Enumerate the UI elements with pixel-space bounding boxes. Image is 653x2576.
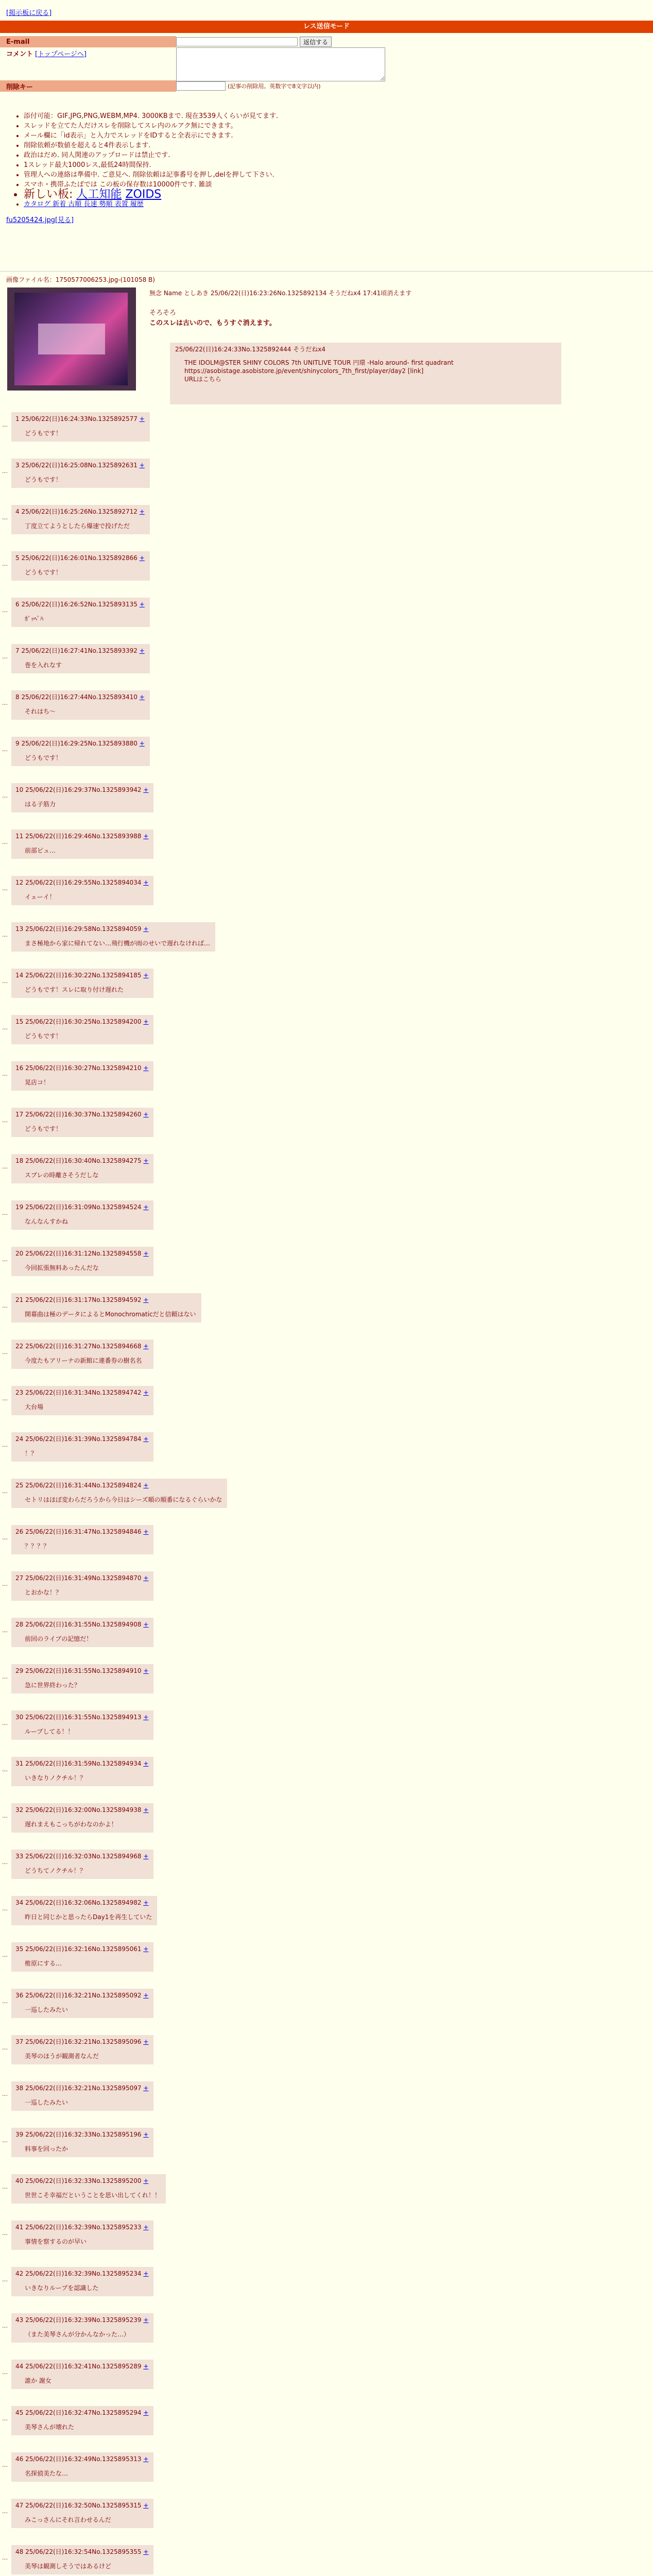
reply-meta: 17 25/06/22(日)16:30:37No.1325894260 + (15, 1111, 149, 1118)
reply-plus-link[interactable]: + (143, 879, 149, 886)
reply-post (11, 1942, 153, 1972)
reply-plus-link[interactable]: + (143, 1528, 149, 1535)
reply-plus-link[interactable]: + (143, 2316, 149, 2324)
reply-body: 美琴のほうが観測者なんだ (25, 2053, 99, 2060)
reply-meta: 34 25/06/22(日)16:32:06No.1325894982 + (15, 1899, 149, 1906)
reply-body: それはち～ (25, 708, 56, 715)
reply-post (11, 2035, 153, 2064)
reply-marker: … (2, 1766, 8, 1773)
reply-plus-link[interactable]: + (143, 2502, 149, 2509)
reply-post (11, 1571, 153, 1601)
reply-meta: 44 25/06/22(日)16:32:41No.1325895289 + (15, 2363, 149, 2370)
reply-body: 開幕曲は極のデータによるとMonochromaticだと信頼はない (25, 1311, 196, 1318)
reply-marker: … (2, 1117, 8, 1124)
reply-marker: … (2, 2230, 8, 2236)
reply-post (11, 2452, 153, 2482)
reply-meta: 1 25/06/22(日)16:24:33No.1325892577 + (15, 415, 145, 422)
reply-meta: 24 25/06/22(日)16:31:39No.1325894784 + (15, 1435, 149, 1443)
reply-body: どうもです！ (25, 569, 62, 576)
reply-meta: 27 25/06/22(日)16:31:49No.1325894870 + (15, 1574, 149, 1582)
reply-marker: … (2, 653, 8, 660)
reply-body: 一巡したみたい (25, 2099, 68, 2106)
reply-plus-link[interactable]: + (143, 1760, 149, 1767)
reply-plus-link[interactable]: + (143, 925, 149, 933)
reply-marker: … (2, 978, 8, 985)
reply-post (11, 2221, 153, 2250)
reply-body: ！？ (25, 1450, 38, 1457)
reply-post (11, 1664, 153, 1693)
op-header: 無念 Name としあき 25/06/22(日)16:23:26No.1325892134 そうだねx4 17:41頃消えます (149, 290, 412, 297)
reply-plus-link[interactable]: + (143, 1482, 149, 1489)
reply-plus-link[interactable]: + (143, 833, 149, 840)
reply-body: どうちてノクチル！？ (25, 1867, 86, 1874)
reply-body: 今度たもアリーナの新館に連番券の樹名名 (25, 1357, 142, 1364)
reply-marker: … (2, 2276, 8, 2283)
reply-plus-link[interactable]: + (143, 1064, 149, 1072)
reply-meta: 20 25/06/22(日)16:31:12No.1325894558 + (15, 1250, 149, 1257)
reply-meta: 38 25/06/22(日)16:32:21No.1325895097 + (15, 2084, 149, 2092)
reply-marker: … (2, 2554, 8, 2561)
reply-meta: 15 25/06/22(日)16:30:25No.1325894200 + (15, 1018, 149, 1025)
reply-marker: … (2, 1071, 8, 1077)
reply-post (11, 2267, 153, 2296)
reply-body: 世世こそ幸福だということを思い出してくれ！！ (25, 2192, 161, 2199)
reply-body: いきなりノクチル！？ (25, 1774, 87, 1782)
reply-body: 急に世界終わった？ (25, 1682, 80, 1689)
reply-marker: … (2, 1395, 8, 1402)
reply-meta: 46 25/06/22(日)16:32:49No.1325895313 + (15, 2455, 149, 2463)
reply-post (11, 1247, 153, 1276)
new-board-row: • 新しい板: 人工知能 ZOIDS (24, 190, 278, 199)
reply-marker: … (2, 1210, 8, 1216)
comment-label: コメント (6, 50, 33, 58)
post-form (0, 36, 653, 92)
reply-body: ループしてる！！ (25, 1728, 74, 1735)
reply-marker: … (2, 1812, 8, 1819)
reply-meta: 23 25/06/22(日)16:31:34No.1325894742 + (15, 1389, 149, 1396)
reply-meta: 14 25/06/22(日)16:30:22No.1325894185 + (15, 972, 149, 979)
mode-bar: レス送信モード (0, 21, 653, 33)
reply-post (11, 1896, 157, 1925)
reply-body: 大台場 (25, 1403, 44, 1411)
rule-item: • 政治はだめ. 同人関連のアップロードは禁止です. (24, 150, 278, 160)
reply-marker: … (2, 1952, 8, 1958)
reply-post (11, 551, 150, 581)
reply-post (11, 2499, 153, 2528)
reply-marker: … (2, 561, 8, 567)
reply-post (11, 2360, 153, 2389)
reply-marker: … (2, 1024, 8, 1031)
reply-body: 料事を回ったか (25, 2145, 68, 2153)
reply-marker: … (2, 2462, 8, 2468)
reply-meta: 22 25/06/22(日)16:31:27No.1325894668 + (15, 1343, 149, 1350)
rule-item: • 添付可能：GIF,JPG,PNG,WEBM,MP4. 3000KBまで. 現在3539人くらいが見てます. (24, 111, 278, 121)
reply-post (11, 2174, 166, 2204)
reply-marker: … (2, 607, 8, 614)
reply-plus-link[interactable]: + (139, 647, 145, 654)
reply-post (11, 1989, 153, 2018)
reply-post (11, 2081, 153, 2111)
image-file-info[interactable]: 画像ファイル名：1750577006253.jpg-(101058 B) (6, 276, 155, 283)
op-body: そろそろ このスレは古いので、もうすぐ消えます。 (149, 309, 276, 327)
reply-plus-link[interactable]: + (139, 693, 145, 701)
rule-item: • 削除依頼が数値を超えると4件表示します. (24, 141, 278, 150)
reply-plus-link[interactable]: + (139, 554, 145, 562)
reply-body: 一巡したみたい (25, 2006, 68, 2013)
reply-post (11, 737, 150, 766)
reply-body: いきなりループを認識した (25, 2284, 99, 2292)
reply-plus-link[interactable]: + (143, 1992, 149, 1999)
reply-post (11, 1015, 153, 1044)
reply-plus-link[interactable]: + (143, 2409, 149, 2416)
delete-key-label: 削除キー (0, 80, 176, 92)
reply-post (11, 876, 153, 905)
reply-marker: … (2, 839, 8, 845)
reply-marker: … (2, 885, 8, 892)
reply-post (11, 1061, 153, 1091)
reply-post (11, 1108, 153, 1137)
reply-post (11, 2313, 153, 2343)
reply-plus-link[interactable]: + (143, 2177, 149, 2184)
reply-body: 遅れまえもこっちがわなのかよ！ (25, 1821, 117, 1828)
reply-marker: … (2, 1534, 8, 1541)
reply-post (11, 1618, 153, 1647)
reply-post (11, 2128, 153, 2157)
reply-body: まさ極地から家に帰れてない…飛行機が雨のせいで遅れなければ… (25, 940, 211, 947)
reply-meta: 26 25/06/22(日)16:31:47No.1325894846 + (15, 1528, 149, 1535)
reply-post (11, 829, 153, 859)
thread (6, 275, 645, 284)
reply-body: 今回拡張無料あったんだな (25, 1264, 99, 1272)
reply-meta: 9 25/06/22(日)16:29:25No.1325893880 + (15, 740, 145, 747)
reply-meta: 12 25/06/22(日)16:29:55No.1325894034 + (15, 879, 149, 886)
reply-body: 前回のライブの記憶だ！ (25, 1635, 93, 1642)
reply-body: 巻を入れなす (25, 662, 62, 669)
reply-plus-link[interactable]: + (143, 1806, 149, 1814)
reply-body: スプレの時離さそうだしな (25, 1172, 99, 1179)
reply-marker: … (2, 514, 8, 521)
reply-post (11, 1850, 153, 1879)
reply-post (11, 1525, 153, 1554)
reply-plus-link[interactable]: + (139, 415, 145, 422)
reply-post (11, 505, 150, 534)
send-button[interactable]: 返信する (300, 37, 332, 47)
reply-marker: … (2, 2369, 8, 2376)
reply-body: どうもです！ (25, 476, 62, 483)
reply-meta: 39 25/06/22(日)16:32:33No.1325895196 + (15, 2131, 149, 2138)
rule-item: • 1スレッド最大1000レス,最低24時間保持. (24, 160, 278, 170)
top-page-link[interactable]: [トップページへ] (35, 50, 87, 58)
reply-post (11, 2545, 153, 2574)
reply-body: 誰か 謝女 (25, 2377, 51, 2384)
reply-plus-link[interactable]: + (143, 1667, 149, 1674)
reply-meta: 6 25/06/22(日)16:26:52No.1325893135 + (15, 601, 145, 608)
reply-marker: … (2, 1859, 8, 1866)
reply-body: 丁度立てようとしたら爆速で投げただ (25, 522, 130, 530)
reply-meta: 35 25/06/22(日)16:32:16No.1325895061 + (15, 1945, 149, 1953)
reply-post (11, 1200, 153, 1230)
reply-body: ？？？？ (25, 1543, 50, 1550)
reply-post (11, 1340, 153, 1369)
reply-meta: 4 25/06/22(日)16:25:26No.1325892712 + (15, 508, 145, 515)
reply-post (11, 459, 150, 488)
reply-meta: 11 25/06/22(日)16:29:46No.1325893988 + (15, 833, 149, 840)
reply-plus-link[interactable]: + (143, 2084, 149, 2092)
reply-plus-link[interactable]: + (143, 1204, 149, 1211)
reply-marker: … (2, 1581, 8, 1587)
new-board-link-ai[interactable]: 人工知能 (76, 188, 122, 201)
reply-marker: … (2, 1673, 8, 1680)
reply-plus-link[interactable]: + (143, 1621, 149, 1628)
reply-meta: 48 25/06/22(日)16:32:54No.1325895355 + (15, 2548, 149, 2555)
reply-post (11, 1386, 153, 1415)
reply-body: はる子筋力 (25, 801, 56, 808)
reply-post (11, 1803, 153, 1833)
reply-meta: 33 25/06/22(日)16:32:03No.1325894968 + (15, 1853, 149, 1860)
reply-body: 前部ピュ… (25, 847, 56, 854)
reply-marker: … (2, 700, 8, 706)
reply-body: どうもです！ (25, 430, 62, 437)
reply-plus-link[interactable]: + (143, 2038, 149, 2045)
reply-plus-link[interactable]: + (139, 601, 145, 608)
reply-meta: 36 25/06/22(日)16:32:21No.1325895092 + (15, 1992, 149, 1999)
reply-post (11, 1710, 153, 1740)
reply-marker: … (2, 1349, 8, 1355)
reply-plus-link[interactable]: + (143, 2548, 149, 2555)
reply-plus-link[interactable]: + (143, 1853, 149, 1860)
reply-meta: 21 25/06/22(日)16:31:17No.1325894592 + (15, 1296, 149, 1303)
reply-marker: … (2, 2137, 8, 2144)
op-image-thumbnail[interactable] (7, 287, 136, 391)
rule-item: • スマホ・携帯ふたばでは この板の保存数は10000件です. 雑談 (24, 180, 278, 190)
reply-marker: … (2, 931, 8, 938)
reply-plus-link[interactable]: + (143, 1296, 149, 1303)
reply-plus-link[interactable]: + (143, 1899, 149, 1906)
reply-plus-link[interactable]: + (143, 1574, 149, 1582)
reply-meta: 19 25/06/22(日)16:31:09No.1325894524 + (15, 1204, 149, 1211)
reply-meta: 42 25/06/22(日)16:32:39No.1325895234 + (15, 2270, 149, 2277)
reply-plus-link[interactable]: + (143, 2363, 149, 2370)
reply-body: どうもです！ (25, 754, 62, 761)
reply-meta: 5 25/06/22(日)16:26:01No.1325892866 + (15, 554, 145, 562)
reply-meta: 8 25/06/22(日)16:27:44No.1325893410 + (15, 693, 145, 701)
reply-marker: … (2, 1488, 8, 1495)
reply-post (11, 1479, 227, 1508)
reply-marker: … (2, 2044, 8, 2051)
reply-body: とおかな！？ (25, 1589, 62, 1596)
back-link[interactable]: [掲示板に戻る] (6, 9, 52, 17)
reply-body: 椎原にする… (25, 1960, 62, 1967)
email-label: E-mail (0, 36, 176, 47)
reply-body: セトリはほぼ変わらだろうから今日はシーズ順の順番になるぐらいかな (25, 1496, 222, 1503)
reply-plus-link[interactable]: + (143, 2270, 149, 2277)
rule-item: • メール欄に「id表示」と入力でスレッドをIDすると全表示にできます. (24, 131, 278, 141)
reply-body: 昨日と同じかと思ったらDay1を再生していた (25, 1913, 152, 1921)
reply-meta: 32 25/06/22(日)16:32:00No.1325894938 + (15, 1806, 149, 1814)
reply-plus-link[interactable]: + (143, 1714, 149, 1721)
reply-meta: 3 25/06/22(日)16:25:08No.1325892631 + (15, 462, 145, 469)
reply-marker: … (2, 1256, 8, 1263)
reply-post (11, 1757, 153, 1786)
reply-marker: … (2, 1720, 8, 1726)
reply-body: イェーイ！ (25, 893, 56, 901)
reply-plus-link[interactable]: + (143, 1018, 149, 1025)
reply-meta: 43 25/06/22(日)16:32:39No.1325895239 + (15, 2316, 149, 2324)
reply-post (11, 2406, 153, 2435)
reply-post (11, 690, 150, 720)
reply-meta: 41 25/06/22(日)16:32:39No.1325895233 + (15, 2224, 149, 2231)
reply-marker: … (2, 1998, 8, 2005)
reply-marker: … (2, 1627, 8, 1634)
reply-meta: 10 25/06/22(日)16:29:37No.1325893942 + (15, 786, 149, 793)
reply-meta: 31 25/06/22(日)16:31:59No.1325894934 + (15, 1760, 149, 1767)
reply-body: ｶﾞｯﾍﾟﾊ (25, 615, 44, 622)
delete-key-field[interactable] (176, 81, 226, 91)
catalog-links[interactable]: • カタログ 新着 古順 長速 勢順 表置 履歴 (24, 199, 278, 209)
reply-body: 晃店コ！ (25, 1079, 50, 1086)
reply-marker: … (2, 2183, 8, 2190)
reply-body: みこっさんにそれ言わせるんだ (25, 2516, 111, 2523)
reply-plus-link[interactable]: + (143, 2455, 149, 2463)
reply-body: （また美琴さんが分かんなかった…） (25, 2331, 130, 2338)
reply-post (11, 1293, 201, 1323)
delete-key-note: (記事の削除用。英数字で8文字以内) (228, 83, 321, 90)
reply-body: どうもです！スレに取り付け遅れた (25, 986, 124, 993)
reply-marker: … (2, 2091, 8, 2097)
email-field[interactable] (176, 37, 298, 46)
reply-post (11, 598, 150, 627)
new-board-link-zoids[interactable]: ZOIDS (125, 188, 162, 201)
reply-plus-link[interactable]: + (143, 1343, 149, 1350)
reply-post (11, 783, 153, 812)
reply-marker: … (2, 1163, 8, 1170)
reply-plus-link[interactable]: + (143, 786, 149, 793)
reply-marker: … (2, 1905, 8, 1912)
reply-marker: … (2, 2508, 8, 2515)
reply-post (11, 1154, 153, 1183)
reply-meta: 18 25/06/22(日)16:30:40No.1325894275 + (15, 1157, 149, 1164)
reply-post (11, 969, 153, 998)
reply-plus-link[interactable]: + (143, 1111, 149, 1118)
op-first-reply: 25/06/22(日)16:24:33No.1325892444 そうだねx4 THE IDOLM@STER SHINY COLORS 7th UNITLIVE TOUR 円環 -Halo around- first quadrant https://asobistage.asobistore.jp/event/shinycolors_7th_first/player/day2 [link] URLはこちら (170, 343, 561, 404)
reply-plus-link[interactable]: + (139, 462, 145, 469)
reply-body: どうもです！ (25, 1032, 62, 1040)
reply-marker: … (2, 746, 8, 753)
reply-body: 名探偵美たな… (25, 2470, 68, 2477)
reply-body: 美琴は観測しそうではあるけど (25, 2563, 112, 2570)
reply-meta: 13 25/06/22(日)16:29:58No.1325894059 + (15, 925, 149, 933)
divider (0, 271, 653, 272)
reply-post (11, 644, 150, 673)
board-rules (6, 111, 279, 225)
reply-body: なんなんすかね (25, 1218, 68, 1225)
reply-meta: 40 25/06/22(日)16:32:33No.1325895200 + (15, 2177, 149, 2184)
reply-meta: 37 25/06/22(日)16:32:21No.1325895096 + (15, 2038, 149, 2045)
reply-marker: … (2, 2323, 8, 2329)
reply-post (11, 1432, 153, 1462)
reply-meta: 45 25/06/22(日)16:32:47No.1325895294 + (15, 2409, 149, 2416)
reply-plus-link[interactable]: + (143, 972, 149, 979)
reply-meta: 16 25/06/22(日)16:30:27No.1325894210 + (15, 1064, 149, 1072)
rule-item: • 管理人への連絡は準備中. ご意見へ. 削除依頼は記事番号を押し,delを押して下さい. (24, 170, 278, 180)
file-link[interactable]: fu5205424.jpg[見る] (6, 216, 74, 224)
reply-plus-link[interactable]: + (143, 1389, 149, 1396)
reply-body: 事情を察するのが早い (25, 2238, 87, 2245)
reply-body: どうもです！ (25, 1125, 62, 1132)
reply-marker: … (2, 1302, 8, 1309)
reply-marker: … (2, 421, 8, 428)
reply-meta: 7 25/06/22(日)16:27:41No.1325893392 + (15, 647, 145, 654)
reply-marker: … (2, 468, 8, 474)
reply-plus-link[interactable]: + (143, 1945, 149, 1953)
reply-marker: … (2, 1442, 8, 1448)
reply-body: 美琴さんが壊れた (25, 2424, 75, 2431)
reply-post (11, 412, 150, 442)
reply-meta: 47 25/06/22(日)16:32:50No.1325895315 + (15, 2502, 149, 2509)
reply-plus-link[interactable]: + (139, 740, 145, 747)
reply-meta: 30 25/06/22(日)16:31:55No.1325894913 + (15, 1714, 149, 1721)
rule-item: • スレッドを立てた人だけスレを削除してスレ内のルアク無にできます。 (24, 121, 278, 131)
reply-meta: 28 25/06/22(日)16:31:55No.1325894908 + (15, 1621, 149, 1628)
reply-plus-link[interactable]: + (143, 2224, 149, 2231)
reply-meta: 29 25/06/22(日)16:31:55No.1325894910 + (15, 1667, 149, 1674)
comment-field[interactable] (176, 47, 385, 81)
reply-marker: … (2, 792, 8, 799)
reply-plus-link[interactable]: + (143, 1435, 149, 1443)
reply-marker: … (2, 2415, 8, 2422)
reply-meta: 25 25/06/22(日)16:31:44No.1325894824 + (15, 1482, 149, 1489)
reply-plus-link[interactable]: + (143, 1250, 149, 1257)
reply-plus-link[interactable]: + (143, 2131, 149, 2138)
reply-plus-link[interactable]: + (143, 1157, 149, 1164)
reply-post (11, 922, 215, 952)
reply-plus-link[interactable]: + (139, 508, 145, 515)
